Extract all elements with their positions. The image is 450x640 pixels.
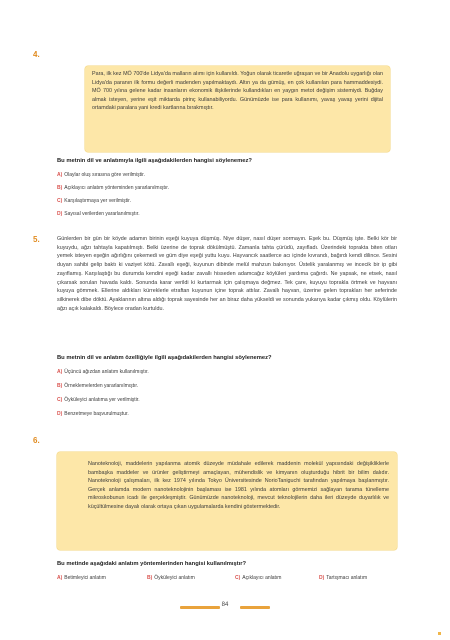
option-text: Olaylar oluş sırasına göre verilmiştir. [64,172,145,178]
page-bar-right [240,606,270,609]
option-d-4[interactable] [57,211,140,217]
option-text: Benzetmeye başvurulmuştur. [64,411,129,417]
option-b-6[interactable] [147,575,235,581]
option-letter: C) [235,575,241,581]
option-b-5[interactable] [57,383,138,389]
option-text: Üçüncü ağızdan anlatım kullanılmıştır. [64,369,149,375]
option-a-6[interactable] [57,575,147,581]
option-c-5[interactable] [57,397,140,403]
option-text: Öyküleyici anlatım [154,575,195,581]
option-letter: D) [57,211,63,217]
option-text: Sayısal verilerden yararlanılmıştır. [64,211,140,217]
question-text-5: Bu metnin dil ve anlatım özelliğiyle ilgili aşağıdakilerden hangisi söylenemez? [57,355,272,361]
passage-box-4 [85,66,390,152]
option-text: Betimleyici anlatım [64,575,106,581]
option-c-6[interactable] [235,575,319,581]
question-number-5: 5. [33,235,40,244]
option-text: Örneklemelerden yararlanılmıştır. [64,383,139,389]
option-d-6[interactable] [319,575,367,581]
passage-box-6 [57,452,397,550]
option-text: Karşılaştırmaya yer verilmiştir. [64,198,131,204]
option-letter: B) [57,185,63,191]
question-text-6: Bu metinde aşağıdaki anlatım yöntemlerinden hangisi kullanılmıştır? [57,561,247,567]
option-c-4[interactable] [57,198,131,204]
option-d-5[interactable] [57,411,129,417]
option-letter: C) [57,198,63,204]
option-b-4[interactable] [57,185,169,191]
option-a-5[interactable] [57,369,149,375]
option-letter: D) [57,411,63,417]
question-number-4: 4. [33,50,40,59]
option-text: Öyküleyici anlatıma yer verilmiştir. [64,397,140,403]
option-letter: D) [319,575,325,581]
passage-text-4: Para, ilk kez MÖ 700'de Lidya'da malların alımı için kullanıldı. Yoğun olarak ticaretle uğraşan ve bir Anadolu uygarlığı olan Lidya'da paranın ilk formu değerli madenden yapılmaktaydı. Altın ya da gümüş, en çok kullanılan para hammaddesiydi. MÖ 700 yılına gelene kadar insanların ekonomik ilişkilerinde kullandıkları en yaygın metot değişim sistemiydi. Buğday almak isteyen, yerine eşit miktarda pirinç kullanabiliyordu. Günümüzde ise para kullanımı, yavaş yavaş yerini dijital ortamdaki paralara yani kredi kartlarına bırakmıştır. [92,71,383,112]
option-letter: B) [147,575,153,581]
option-text: Açıklayıcı anlatım yönteminden yararlanılmıştır. [64,185,170,191]
option-a-4[interactable] [57,172,145,178]
question-text-4: Bu metnin dil ve anlatımıyla ilgili aşağıdakilerden hangisi söylenemez? [57,158,252,164]
decor-square [438,632,441,635]
passage-text-6: Nanoteknoloji, maddelerin yapılanma atomik düzeyde müdahale edilerek maddenin molekül yapısındaki değişikliklerle bambaşka maddeler ve ürünler geliştirmeyi amaçlayan, mühendislik ve kimyanın oluşturduğu hibrit bir bilim dalıdır. Nanoteknoloji çalışmaları, ilk kez 1974 yılında Tokyo Üniversitesinde NorioTaniguchi tarafından yapılmaya başlanmıştır. Gerçek anlamda modern nanoteknolojinin başlaması ise 1981 yılında atomları görmemizi sağlayan tarama tünelleme mikroskobunun icadı ile gerçekleşmiştir. Günümüzde nanoteknoloji, mevcut teknolojilerin daha ileri düzeyde duyarlılık ve küçültülmesine dayalı olarak ortaya çıkan uygulamalarda kendini göstermektedir. [88,461,389,510]
option-letter: A) [57,172,63,178]
option-letter: B) [57,383,63,389]
question-number-6: 6. [33,436,40,445]
option-letter: C) [57,397,63,403]
options-row-6 [57,575,367,581]
passage-text-5: Günlerden bir gün bir köyde adamın birinin eşeği kuyuya düşmüş. Niye düşer, nasıl düşer sormayın. Eşek bu. Düşmüş işte. Belki kör bir kuyuydu, ağzı tahtayla kapatılmıştı. Belki üzerine de toprak dökülmüştü. Zamanla tahta çürüdü, zayıfladı. Üzerindeki toprakta biten otları yemek isteyen eşeğin ağırlığını çekemedi ve güm diye eşeği yuttu kuyu. Hayvancık saatlerce acı içinde kıvrandı, bağırdı kendi dilince. Sesini duyan sahibi gelip baktı ki vaziyet kötü. Zavallı eşeği, kuyunun dibinde melül mahzun bakınıyor. Üstelik yaralanmış ve incecik bir ip gibi zayıflamış. Karşılaştığı bu durumda kendini eşeği kadar zavallı hisseden adamcağız köylüleri yardıma çağırdı. Ne yapsak, ne etsek, nasıl çıkarsak soruları havada kaldı. Sonunda karar verildi ki kurtarmak için çalışmaya değmez. Tek çare, kuyuyu toprakla örtmek ve hayvanı kuyuya gömmek. Ellerine aldıkları kürreklerle etraftan kuyunun içine toprak attılar. Zavallı hayvan, üzerine gelen toprakları her seferinde silkinerek dibe döktü. Ayaklarının altına aldığı toprak sayesinde her an biraz daha yükseldi ve sonunda yukarıya kadar çıkmış oldu. Köylülerin ağzı açık kalakaldı. Böylece oradan kurtuldu. [57,236,397,312]
option-text: Açıklayıcı anlatım [242,575,282,581]
page-number: 84 [221,602,229,608]
option-letter: A) [57,575,63,581]
option-text: Tartışmacı anlatım [326,575,368,581]
option-letter: A) [57,369,63,375]
